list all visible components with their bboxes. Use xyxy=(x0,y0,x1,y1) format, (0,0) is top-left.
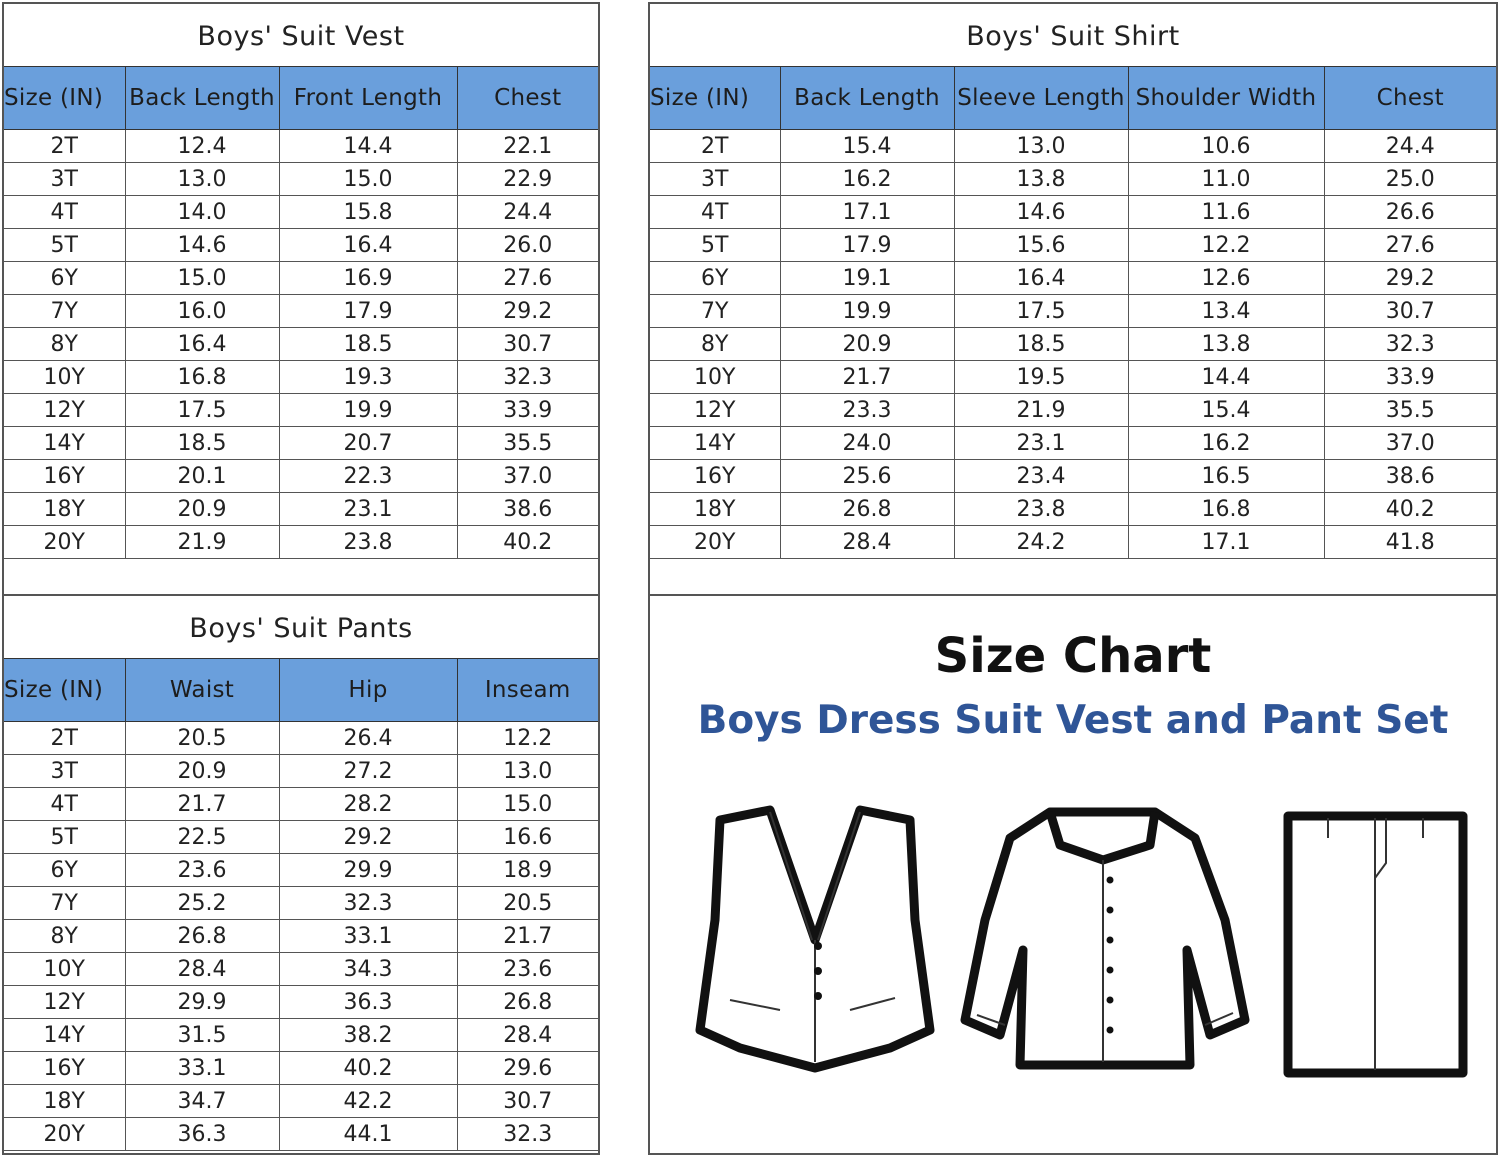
table-row xyxy=(4,493,598,526)
table-cell: 24.4 xyxy=(457,196,598,229)
vest-col-header: Front Length xyxy=(279,67,457,130)
table-cell: 13.8 xyxy=(1128,328,1324,361)
table-cell: 17.5 xyxy=(125,394,279,427)
table-cell: 24.2 xyxy=(954,526,1128,559)
pants-col-header: Inseam xyxy=(457,659,598,722)
table-cell: 21.7 xyxy=(125,788,279,821)
table-cell: 34.7 xyxy=(125,1085,279,1118)
table-cell: 18.5 xyxy=(954,328,1128,361)
table-cell: 3T xyxy=(4,755,125,788)
table-cell: 7Y xyxy=(4,887,125,920)
table-cell: 16Y xyxy=(4,1052,125,1085)
shirt-table xyxy=(650,66,1496,559)
table-cell: 18Y xyxy=(650,493,780,526)
table-cell: 19.3 xyxy=(279,361,457,394)
pants-header-row xyxy=(4,659,598,722)
table-cell: 36.3 xyxy=(125,1118,279,1151)
table-row xyxy=(4,394,598,427)
table-cell: 5T xyxy=(4,229,125,262)
table-cell: 15.4 xyxy=(1128,394,1324,427)
vest-title: Boys' Suit Vest xyxy=(197,21,405,52)
table-cell: 16.4 xyxy=(279,229,457,262)
table-cell: 15.4 xyxy=(780,130,954,163)
shirt-col-header: Shoulder Width xyxy=(1128,67,1324,130)
table-cell: 10Y xyxy=(650,361,780,394)
table-cell: 12Y xyxy=(650,394,780,427)
table-row xyxy=(650,328,1496,361)
table-cell: 16.9 xyxy=(279,262,457,295)
table-cell: 13.4 xyxy=(1128,295,1324,328)
table-cell: 16.4 xyxy=(125,328,279,361)
table-row xyxy=(4,887,598,920)
table-cell: 38.6 xyxy=(457,493,598,526)
table-row xyxy=(650,196,1496,229)
table-cell: 29.6 xyxy=(457,1052,598,1085)
table-cell: 16Y xyxy=(4,460,125,493)
shirt-header-row xyxy=(650,67,1496,130)
table-cell: 5T xyxy=(4,821,125,854)
table-row xyxy=(4,986,598,1019)
table-cell: 18Y xyxy=(4,493,125,526)
table-cell: 15.6 xyxy=(954,229,1128,262)
table-cell: 35.5 xyxy=(1324,394,1496,427)
table-cell: 4T xyxy=(4,196,125,229)
table-cell: 26.8 xyxy=(125,920,279,953)
table-cell: 20.5 xyxy=(457,887,598,920)
shirt-col-header: Back Length xyxy=(780,67,954,130)
table-cell: 12.2 xyxy=(457,722,598,755)
table-cell: 22.5 xyxy=(125,821,279,854)
table-row xyxy=(650,229,1496,262)
table-cell: 3T xyxy=(4,163,125,196)
table-cell: 20.9 xyxy=(125,493,279,526)
table-cell: 13.0 xyxy=(954,130,1128,163)
table-row xyxy=(650,262,1496,295)
table-cell: 31.5 xyxy=(125,1019,279,1052)
table-cell: 23.6 xyxy=(457,953,598,986)
table-cell: 35.5 xyxy=(457,427,598,460)
table-cell: 10.6 xyxy=(1128,130,1324,163)
table-row xyxy=(4,295,598,328)
table-row xyxy=(4,788,598,821)
shirt-col-header: Size (IN) xyxy=(650,67,780,130)
table-cell: 14Y xyxy=(4,1019,125,1052)
table-cell: 16.6 xyxy=(457,821,598,854)
shirt-title: Boys' Suit Shirt xyxy=(966,21,1180,52)
table-cell: 33.1 xyxy=(279,920,457,953)
vest-col-header: Size (IN) xyxy=(4,67,125,130)
table-cell: 7Y xyxy=(650,295,780,328)
table-row xyxy=(4,130,598,163)
table-cell: 19.5 xyxy=(954,361,1128,394)
table-row xyxy=(650,394,1496,427)
table-cell: 14.0 xyxy=(125,196,279,229)
pants-icon xyxy=(1278,808,1473,1083)
table-cell: 29.2 xyxy=(457,295,598,328)
table-cell: 14.6 xyxy=(954,196,1128,229)
table-cell: 34.3 xyxy=(279,953,457,986)
table-cell: 18Y xyxy=(4,1085,125,1118)
table-cell: 21.9 xyxy=(954,394,1128,427)
table-cell: 27.6 xyxy=(457,262,598,295)
table-row xyxy=(4,361,598,394)
shirt-body xyxy=(650,130,1496,559)
table-cell: 25.2 xyxy=(125,887,279,920)
table-row xyxy=(4,920,598,953)
table-cell: 30.7 xyxy=(1324,295,1496,328)
vest-icon xyxy=(690,800,940,1085)
shirt-col-header: Sleeve Length xyxy=(954,67,1128,130)
table-cell: 28.4 xyxy=(125,953,279,986)
table-cell: 37.0 xyxy=(1324,427,1496,460)
table-cell: 28.4 xyxy=(457,1019,598,1052)
table-cell: 14.4 xyxy=(279,130,457,163)
table-cell: 27.6 xyxy=(1324,229,1496,262)
table-cell: 40.2 xyxy=(1324,493,1496,526)
table-row xyxy=(4,328,598,361)
table-cell: 30.7 xyxy=(457,1085,598,1118)
table-cell: 7Y xyxy=(4,295,125,328)
table-cell: 38.2 xyxy=(279,1019,457,1052)
table-cell: 20.1 xyxy=(125,460,279,493)
table-cell: 28.4 xyxy=(780,526,954,559)
table-cell: 12.2 xyxy=(1128,229,1324,262)
table-row xyxy=(650,130,1496,163)
table-row xyxy=(4,1118,598,1151)
shirt-icon xyxy=(955,800,1255,1080)
table-row xyxy=(650,295,1496,328)
table-cell: 20Y xyxy=(650,526,780,559)
table-row xyxy=(4,526,598,559)
table-cell: 22.3 xyxy=(279,460,457,493)
table-row xyxy=(4,755,598,788)
table-row xyxy=(4,1019,598,1052)
table-cell: 8Y xyxy=(4,920,125,953)
table-cell: 23.8 xyxy=(954,493,1128,526)
table-cell: 21.7 xyxy=(457,920,598,953)
table-cell: 15.8 xyxy=(279,196,457,229)
table-cell: 20.5 xyxy=(125,722,279,755)
table-cell: 13.0 xyxy=(457,755,598,788)
table-cell: 16.2 xyxy=(1128,427,1324,460)
vest-body xyxy=(4,130,598,559)
table-cell: 18.9 xyxy=(457,854,598,887)
table-cell: 14Y xyxy=(650,427,780,460)
table-cell: 13.0 xyxy=(125,163,279,196)
table-cell: 16.8 xyxy=(125,361,279,394)
table-cell: 40.2 xyxy=(457,526,598,559)
table-cell: 14Y xyxy=(4,427,125,460)
table-row xyxy=(650,163,1496,196)
table-cell: 16Y xyxy=(650,460,780,493)
vest-col-header: Back Length xyxy=(125,67,279,130)
table-cell: 14.4 xyxy=(1128,361,1324,394)
table-cell: 26.8 xyxy=(457,986,598,1019)
pants-table xyxy=(4,658,598,1151)
table-cell: 21.9 xyxy=(125,526,279,559)
table-cell: 29.2 xyxy=(1324,262,1496,295)
table-cell: 19.9 xyxy=(780,295,954,328)
table-row xyxy=(4,722,598,755)
table-cell: 16.8 xyxy=(1128,493,1324,526)
table-cell: 19.9 xyxy=(279,394,457,427)
vest-panel xyxy=(2,2,600,596)
table-row xyxy=(4,196,598,229)
table-cell: 42.2 xyxy=(279,1085,457,1118)
table-cell: 20.9 xyxy=(780,328,954,361)
table-row xyxy=(4,821,598,854)
table-cell: 26.0 xyxy=(457,229,598,262)
table-row xyxy=(4,163,598,196)
table-cell: 11.0 xyxy=(1128,163,1324,196)
table-cell: 15.0 xyxy=(279,163,457,196)
table-cell: 5T xyxy=(650,229,780,262)
table-row xyxy=(4,1052,598,1085)
table-cell: 22.9 xyxy=(457,163,598,196)
table-row xyxy=(4,953,598,986)
shirt-col-header: Chest xyxy=(1324,67,1496,130)
table-cell: 3T xyxy=(650,163,780,196)
table-cell: 23.8 xyxy=(279,526,457,559)
table-cell: 23.3 xyxy=(780,394,954,427)
table-cell: 30.7 xyxy=(457,328,598,361)
table-cell: 8Y xyxy=(650,328,780,361)
table-cell: 12.6 xyxy=(1128,262,1324,295)
vest-col-header: Chest xyxy=(457,67,598,130)
table-cell: 25.0 xyxy=(1324,163,1496,196)
table-cell: 11.6 xyxy=(1128,196,1324,229)
table-cell: 32.3 xyxy=(457,1118,598,1151)
pants-title: Boys' Suit Pants xyxy=(189,613,413,644)
table-row xyxy=(650,361,1496,394)
table-cell: 2T xyxy=(650,130,780,163)
pants-col-header: Size (IN) xyxy=(4,659,125,722)
table-cell: 33.1 xyxy=(125,1052,279,1085)
table-cell: 15.0 xyxy=(125,262,279,295)
table-cell: 32.3 xyxy=(279,887,457,920)
vest-table xyxy=(4,66,598,559)
table-cell: 2T xyxy=(4,130,125,163)
table-cell: 17.5 xyxy=(954,295,1128,328)
table-row xyxy=(650,460,1496,493)
table-cell: 40.2 xyxy=(279,1052,457,1085)
table-cell: 22.1 xyxy=(457,130,598,163)
pants-panel xyxy=(2,594,600,1155)
table-cell: 37.0 xyxy=(457,460,598,493)
table-cell: 29.9 xyxy=(125,986,279,1019)
table-cell: 17.9 xyxy=(279,295,457,328)
pants-body xyxy=(4,722,598,1151)
table-cell: 12Y xyxy=(4,394,125,427)
table-cell: 26.8 xyxy=(780,493,954,526)
table-cell: 36.3 xyxy=(279,986,457,1019)
table-cell: 18.5 xyxy=(125,427,279,460)
table-cell: 27.2 xyxy=(279,755,457,788)
table-cell: 16.2 xyxy=(780,163,954,196)
shirt-panel xyxy=(648,2,1498,596)
table-cell: 24.4 xyxy=(1324,130,1496,163)
table-cell: 29.9 xyxy=(279,854,457,887)
table-cell: 28.2 xyxy=(279,788,457,821)
size-chart-title: Size Chart xyxy=(934,628,1212,684)
table-cell: 17.1 xyxy=(1128,526,1324,559)
table-cell: 4T xyxy=(650,196,780,229)
table-cell: 33.9 xyxy=(457,394,598,427)
table-cell: 32.3 xyxy=(457,361,598,394)
table-cell: 8Y xyxy=(4,328,125,361)
table-row xyxy=(4,460,598,493)
table-row xyxy=(4,854,598,887)
table-row xyxy=(4,229,598,262)
table-row xyxy=(650,427,1496,460)
table-row xyxy=(4,427,598,460)
table-cell: 12.4 xyxy=(125,130,279,163)
table-cell: 21.7 xyxy=(780,361,954,394)
table-cell: 13.8 xyxy=(954,163,1128,196)
table-cell: 32.3 xyxy=(1324,328,1496,361)
table-cell: 16.4 xyxy=(954,262,1128,295)
table-cell: 25.6 xyxy=(780,460,954,493)
table-cell: 17.1 xyxy=(780,196,954,229)
table-cell: 23.6 xyxy=(125,854,279,887)
table-cell: 23.4 xyxy=(954,460,1128,493)
table-cell: 10Y xyxy=(4,361,125,394)
table-row xyxy=(4,1085,598,1118)
table-cell: 6Y xyxy=(4,854,125,887)
table-cell: 20.9 xyxy=(125,755,279,788)
pants-col-header: Hip xyxy=(279,659,457,722)
table-row xyxy=(650,493,1496,526)
table-cell: 16.5 xyxy=(1128,460,1324,493)
vest-header-row xyxy=(4,67,598,130)
pants-col-header: Waist xyxy=(125,659,279,722)
table-cell: 23.1 xyxy=(279,493,457,526)
table-cell: 23.1 xyxy=(954,427,1128,460)
table-cell: 38.6 xyxy=(1324,460,1496,493)
table-cell: 16.0 xyxy=(125,295,279,328)
table-cell: 4T xyxy=(4,788,125,821)
table-cell: 24.0 xyxy=(780,427,954,460)
table-cell: 12Y xyxy=(4,986,125,1019)
table-cell: 2T xyxy=(4,722,125,755)
table-cell: 19.1 xyxy=(780,262,954,295)
table-cell: 6Y xyxy=(4,262,125,295)
table-cell: 20Y xyxy=(4,1118,125,1151)
table-cell: 29.2 xyxy=(279,821,457,854)
table-cell: 20Y xyxy=(4,526,125,559)
table-cell: 14.6 xyxy=(125,229,279,262)
table-cell: 18.5 xyxy=(279,328,457,361)
table-cell: 17.9 xyxy=(780,229,954,262)
table-cell: 10Y xyxy=(4,953,125,986)
table-cell: 41.8 xyxy=(1324,526,1496,559)
table-cell: 44.1 xyxy=(279,1118,457,1151)
table-cell: 15.0 xyxy=(457,788,598,821)
table-cell: 20.7 xyxy=(279,427,457,460)
size-chart-subtitle: Boys Dress Suit Vest and Pant Set xyxy=(697,698,1449,743)
table-row xyxy=(4,262,598,295)
table-row xyxy=(650,526,1496,559)
table-cell: 26.4 xyxy=(279,722,457,755)
table-cell: 6Y xyxy=(650,262,780,295)
table-cell: 33.9 xyxy=(1324,361,1496,394)
table-cell: 26.6 xyxy=(1324,196,1496,229)
